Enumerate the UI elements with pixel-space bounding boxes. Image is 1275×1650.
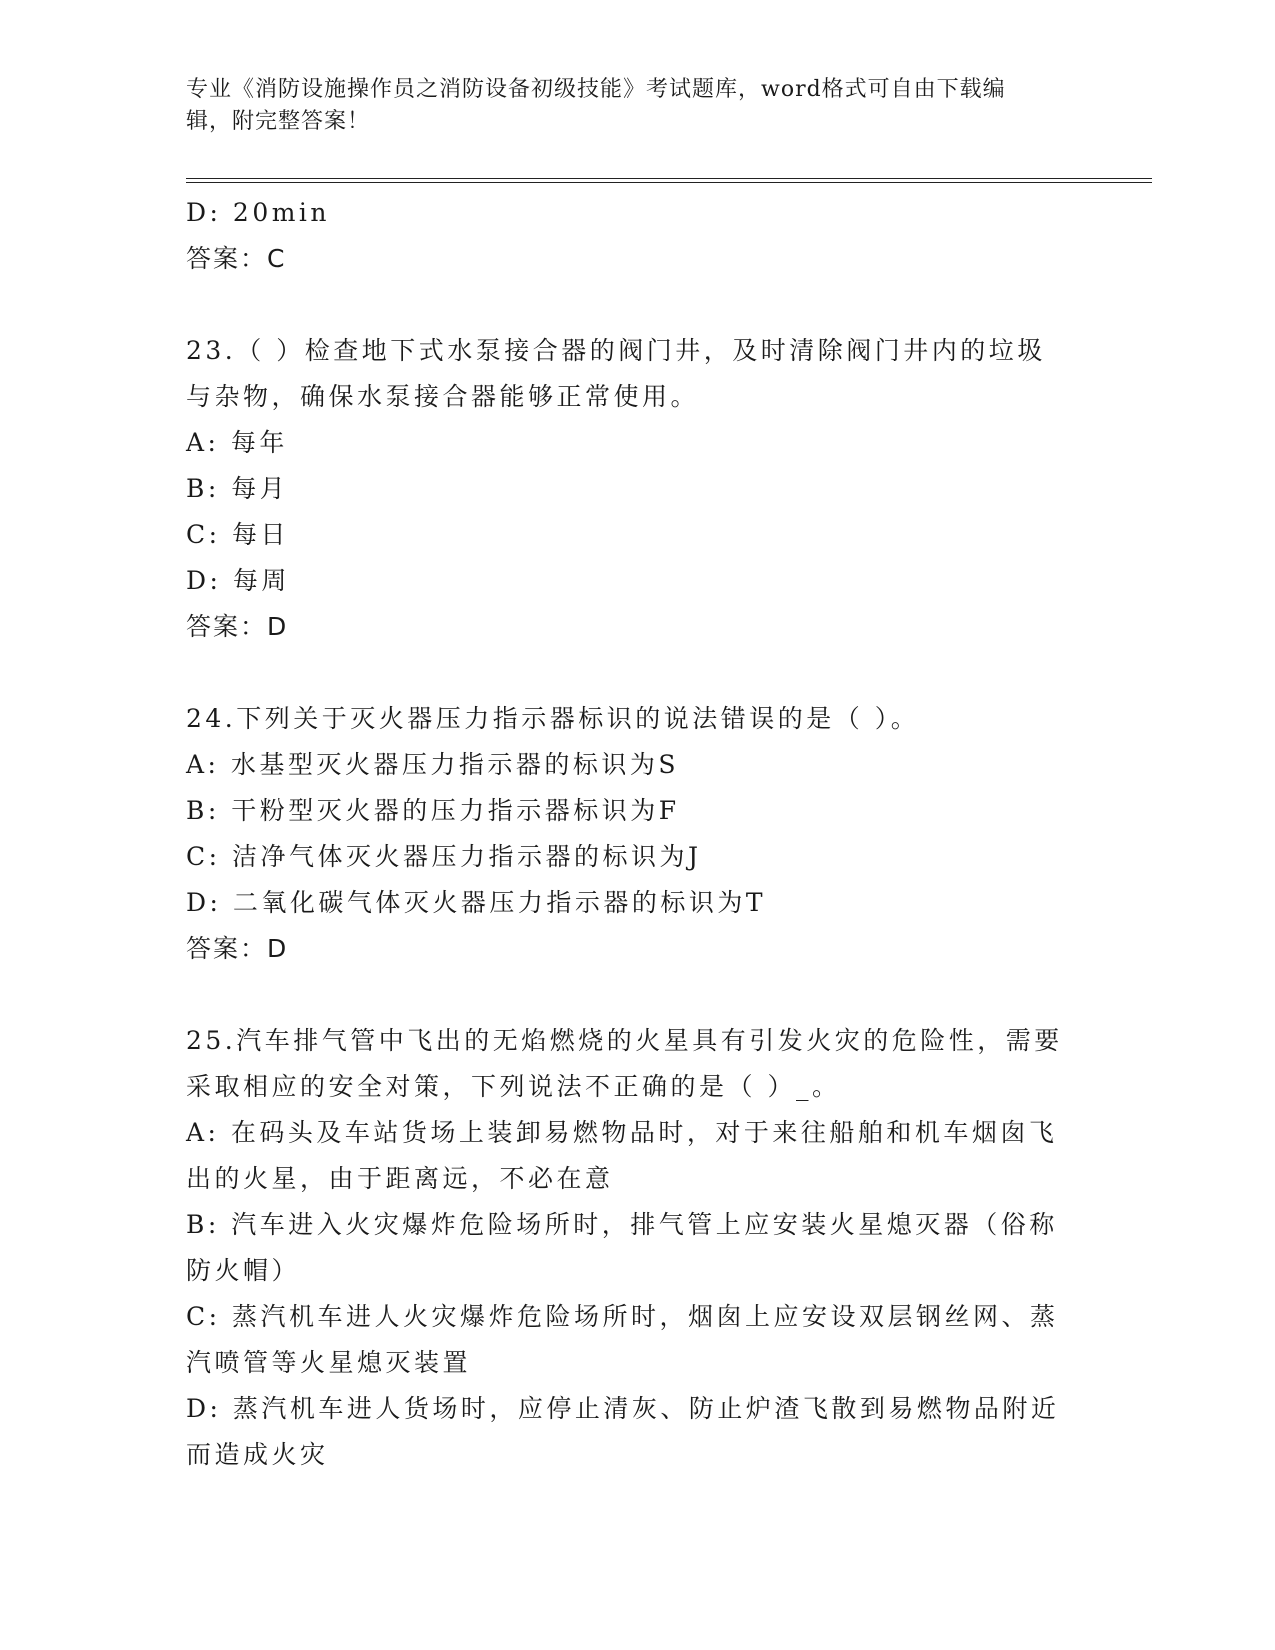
question-stem: 23.（ ）检查地下式水泵接合器的阀门井，及时清除阀门井内的垃圾	[186, 336, 1046, 365]
header-divider-top	[186, 178, 1152, 179]
question-stem: 25.汽车排气管中飞出的无焰燃烧的火星具有引发火灾的危险性，需要	[186, 1026, 1063, 1055]
option-a: A: 在码头及车站货场上装卸易燃物品时，对于来往船舶和机车烟囱飞	[186, 1118, 1058, 1147]
spacer	[186, 282, 1086, 328]
question-22-tail	[186, 190, 1086, 282]
question-stem: 24.下列关于灭火器压力指示器标识的说法错误的是（ ）。	[186, 704, 920, 733]
spacer	[186, 972, 1086, 1018]
option-a-cont: 出的火星，由于距离远，不必在意	[186, 1164, 614, 1193]
answer: 答案：D	[186, 612, 289, 641]
option-c: C: 每日	[186, 520, 289, 549]
option-c: C: 蒸汽机车进人火灾爆炸危险场所时，烟囱上应安设双层钢丝网、蒸	[186, 1302, 1059, 1331]
question-stem-cont: 与杂物，确保水泵接合器能够正常使用。	[186, 382, 700, 411]
spacer	[186, 650, 1086, 696]
option-d: D: 20min	[186, 198, 331, 227]
option-a: A: 水基型灭火器压力指示器的标识为S	[186, 750, 680, 779]
header-divider-bottom	[186, 182, 1152, 183]
header-line-1: 专业《消防设施操作员之消防设备初级技能》考试题库，word格式可自由下载编	[186, 77, 1006, 102]
answer: 答案：D	[186, 934, 289, 963]
question-24	[186, 696, 1086, 972]
option-d: D: 二氧化碳气体灭火器压力指示器的标识为T	[186, 888, 767, 917]
header-line-2: 辑，附完整答案！	[186, 109, 371, 134]
question-stem-cont: 采取相应的安全对策，下列说法不正确的是（ ）_。	[186, 1072, 841, 1101]
option-d: D: 蒸汽机车进人货场时，应停止清灰、防止炉渣飞散到易燃物品附近	[186, 1394, 1060, 1423]
option-b-cont: 防火帽）	[186, 1256, 301, 1285]
question-25	[186, 1018, 1086, 1478]
option-d-cont: 而造成火灾	[186, 1440, 329, 1469]
option-b: B: 干粉型灭火器的压力指示器标识为F	[186, 796, 680, 825]
question-content	[186, 190, 1086, 1478]
option-b: B: 汽车进入火灾爆炸危险场所时，排气管上应安装火星熄灭器（俗称	[186, 1210, 1058, 1239]
option-b: B: 每月	[186, 474, 289, 503]
option-d: D: 每周	[186, 566, 290, 595]
page-header	[186, 74, 1066, 138]
answer: 答案：C	[186, 244, 287, 273]
option-a: A: 每年	[186, 428, 288, 457]
question-23	[186, 328, 1086, 650]
option-c: C: 洁净气体灭火器压力指示器的标识为J	[186, 842, 702, 871]
option-c-cont: 汽喷管等火星熄灭装置	[186, 1348, 472, 1377]
